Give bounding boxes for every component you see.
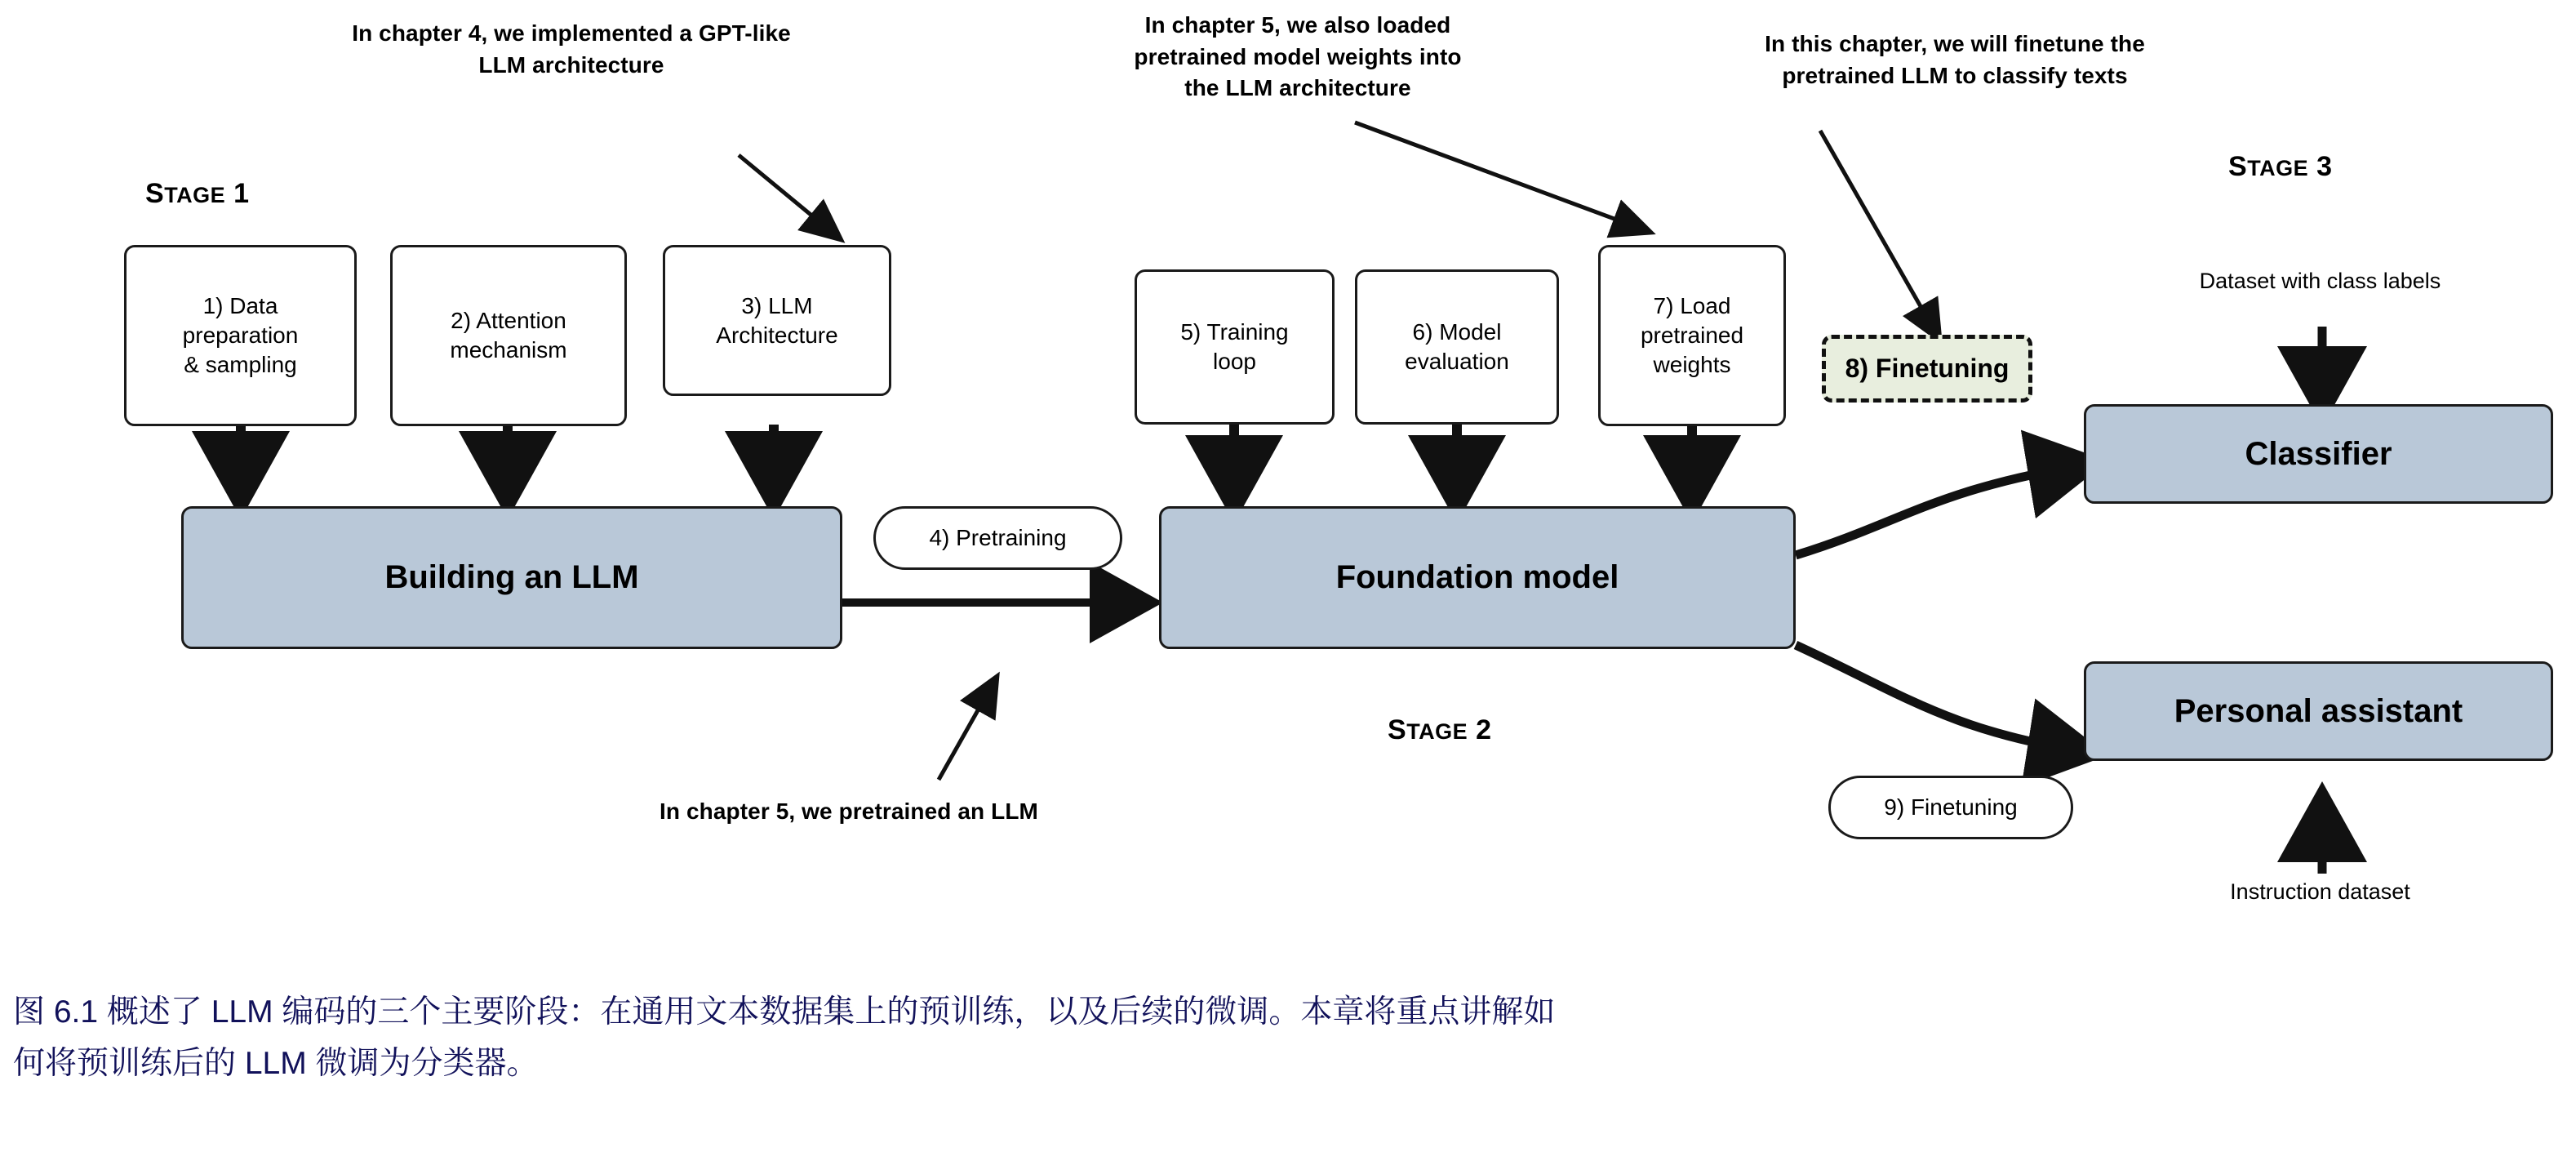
box-data-preparation-line3: & sampling	[184, 351, 297, 377]
box-classifier[interactable]	[2084, 404, 2553, 504]
box-finetuning-8-label: 8) Finetuning	[1845, 354, 2010, 383]
box-load-pretrained-weights-line2: pretrained	[1640, 322, 1744, 349]
annot-this-chapter	[1653, 29, 2257, 91]
box-training-loop-line1: 5) Training	[1180, 319, 1289, 345]
pill-pretraining[interactable]	[873, 506, 1122, 570]
box-data-preparation-line2: preparation	[182, 322, 299, 349]
box-model-evaluation[interactable]	[1355, 269, 1559, 425]
arrow-annot-ch5-weights	[1355, 122, 1641, 229]
stage-1-rest: TAGE	[164, 183, 226, 207]
box-load-pretrained-weights-line3: weights	[1653, 351, 1731, 377]
arrow-foundation-to-classifier	[1796, 465, 2081, 555]
box-attention-mechanism-line2: mechanism	[450, 337, 567, 363]
annot-this-chapter-line2: pretrained LLM to classify texts	[1782, 62, 2128, 88]
box-building-an-llm-label: Building an LLM	[384, 559, 639, 595]
annot-ch5-weights-line2: pretrained model weights into	[1134, 43, 1462, 69]
figure-caption	[13, 986, 2560, 1089]
annot-ch5-pretrain-line1: In chapter 5, we pretrained an LLM	[660, 798, 1038, 824]
box-data-preparation[interactable]	[124, 245, 357, 426]
stage-3-prefix: S	[2228, 151, 2248, 182]
annot-ch4-line2: LLM architecture	[478, 51, 664, 78]
stage-1-label	[145, 178, 250, 210]
box-data-preparation-line1: 1) Data	[202, 293, 278, 319]
stage-2-number: 2	[1468, 714, 1492, 745]
box-load-pretrained-weights[interactable]	[1598, 245, 1786, 426]
box-model-evaluation-line1: 6) Model	[1412, 319, 1502, 345]
box-attention-mechanism-line1: 2) Attention	[451, 308, 566, 334]
stage-3-number: 3	[2308, 151, 2333, 182]
box-personal-assistant[interactable]	[2084, 661, 2553, 761]
pill-pretraining-label: 4) Pretraining	[929, 525, 1067, 550]
label-dataset-with-class-labels-text: Dataset with class labels	[2199, 269, 2441, 293]
stage-2-rest: TAGE	[1406, 719, 1468, 744]
box-finetuning-8[interactable]	[1822, 335, 2032, 403]
pill-finetuning-9[interactable]	[1828, 776, 2073, 839]
figure-caption-line1: 图 6.1 概述了 LLM 编码的三个主要阶段：在通用文本数据集上的预训练，以及后续的微调。本章将重点讲解如	[13, 994, 1556, 1030]
arrow-annot-ch4	[739, 155, 833, 233]
arrow-annot-this-chapter	[1820, 131, 1934, 331]
box-load-pretrained-weights-line1: 7) Load	[1653, 293, 1731, 319]
arrow-foundation-to-assistant	[1796, 645, 2081, 751]
box-training-loop-line2: loop	[1213, 349, 1256, 374]
box-foundation-model-label: Foundation model	[1335, 559, 1619, 595]
annot-ch5-weights-line1: In chapter 5, we also loaded	[1144, 12, 1451, 38]
box-personal-assistant-label: Personal assistant	[2174, 692, 2463, 729]
box-classifier-label: Classifier	[2245, 435, 2392, 472]
box-attention-mechanism[interactable]	[390, 245, 627, 426]
arrow-annot-ch5-pretrain	[939, 686, 992, 780]
annot-this-chapter-line1: In this chapter, we will finetune the	[1765, 31, 2145, 56]
figure-caption-line2: 何将预训练后的 LLM 微调为分类器。	[13, 1046, 539, 1082]
stage-3-rest: TAGE	[2247, 156, 2309, 180]
annot-ch5-pretrain	[522, 796, 1175, 828]
annot-ch5-weights-line3: the LLM architecture	[1184, 75, 1411, 101]
label-instruction-dataset	[2085, 878, 2555, 906]
box-building-an-llm[interactable]	[181, 506, 842, 649]
box-llm-architecture-line1: 3) LLM	[741, 292, 813, 318]
label-instruction-dataset-text: Instruction dataset	[2230, 879, 2410, 904]
label-dataset-with-class-labels	[2085, 267, 2555, 296]
box-llm-architecture-line2: Architecture	[716, 322, 838, 348]
box-foundation-model[interactable]	[1159, 506, 1796, 649]
box-llm-architecture[interactable]	[663, 245, 891, 396]
annot-ch5-weights	[1012, 10, 1583, 105]
stage-2-prefix: S	[1388, 714, 1407, 745]
stage-2-label	[1388, 714, 1492, 746]
stage-1-number: 1	[225, 178, 250, 209]
box-model-evaluation-line2: evaluation	[1405, 349, 1509, 374]
annot-ch4	[245, 18, 898, 81]
stage-1-prefix: S	[145, 178, 165, 209]
box-training-loop[interactable]	[1135, 269, 1335, 425]
pill-finetuning-9-label: 9) Finetuning	[1884, 794, 2018, 820]
annot-ch4-line1: In chapter 4, we implemented a GPT-like	[352, 20, 791, 46]
stage-3-label	[2228, 151, 2333, 183]
